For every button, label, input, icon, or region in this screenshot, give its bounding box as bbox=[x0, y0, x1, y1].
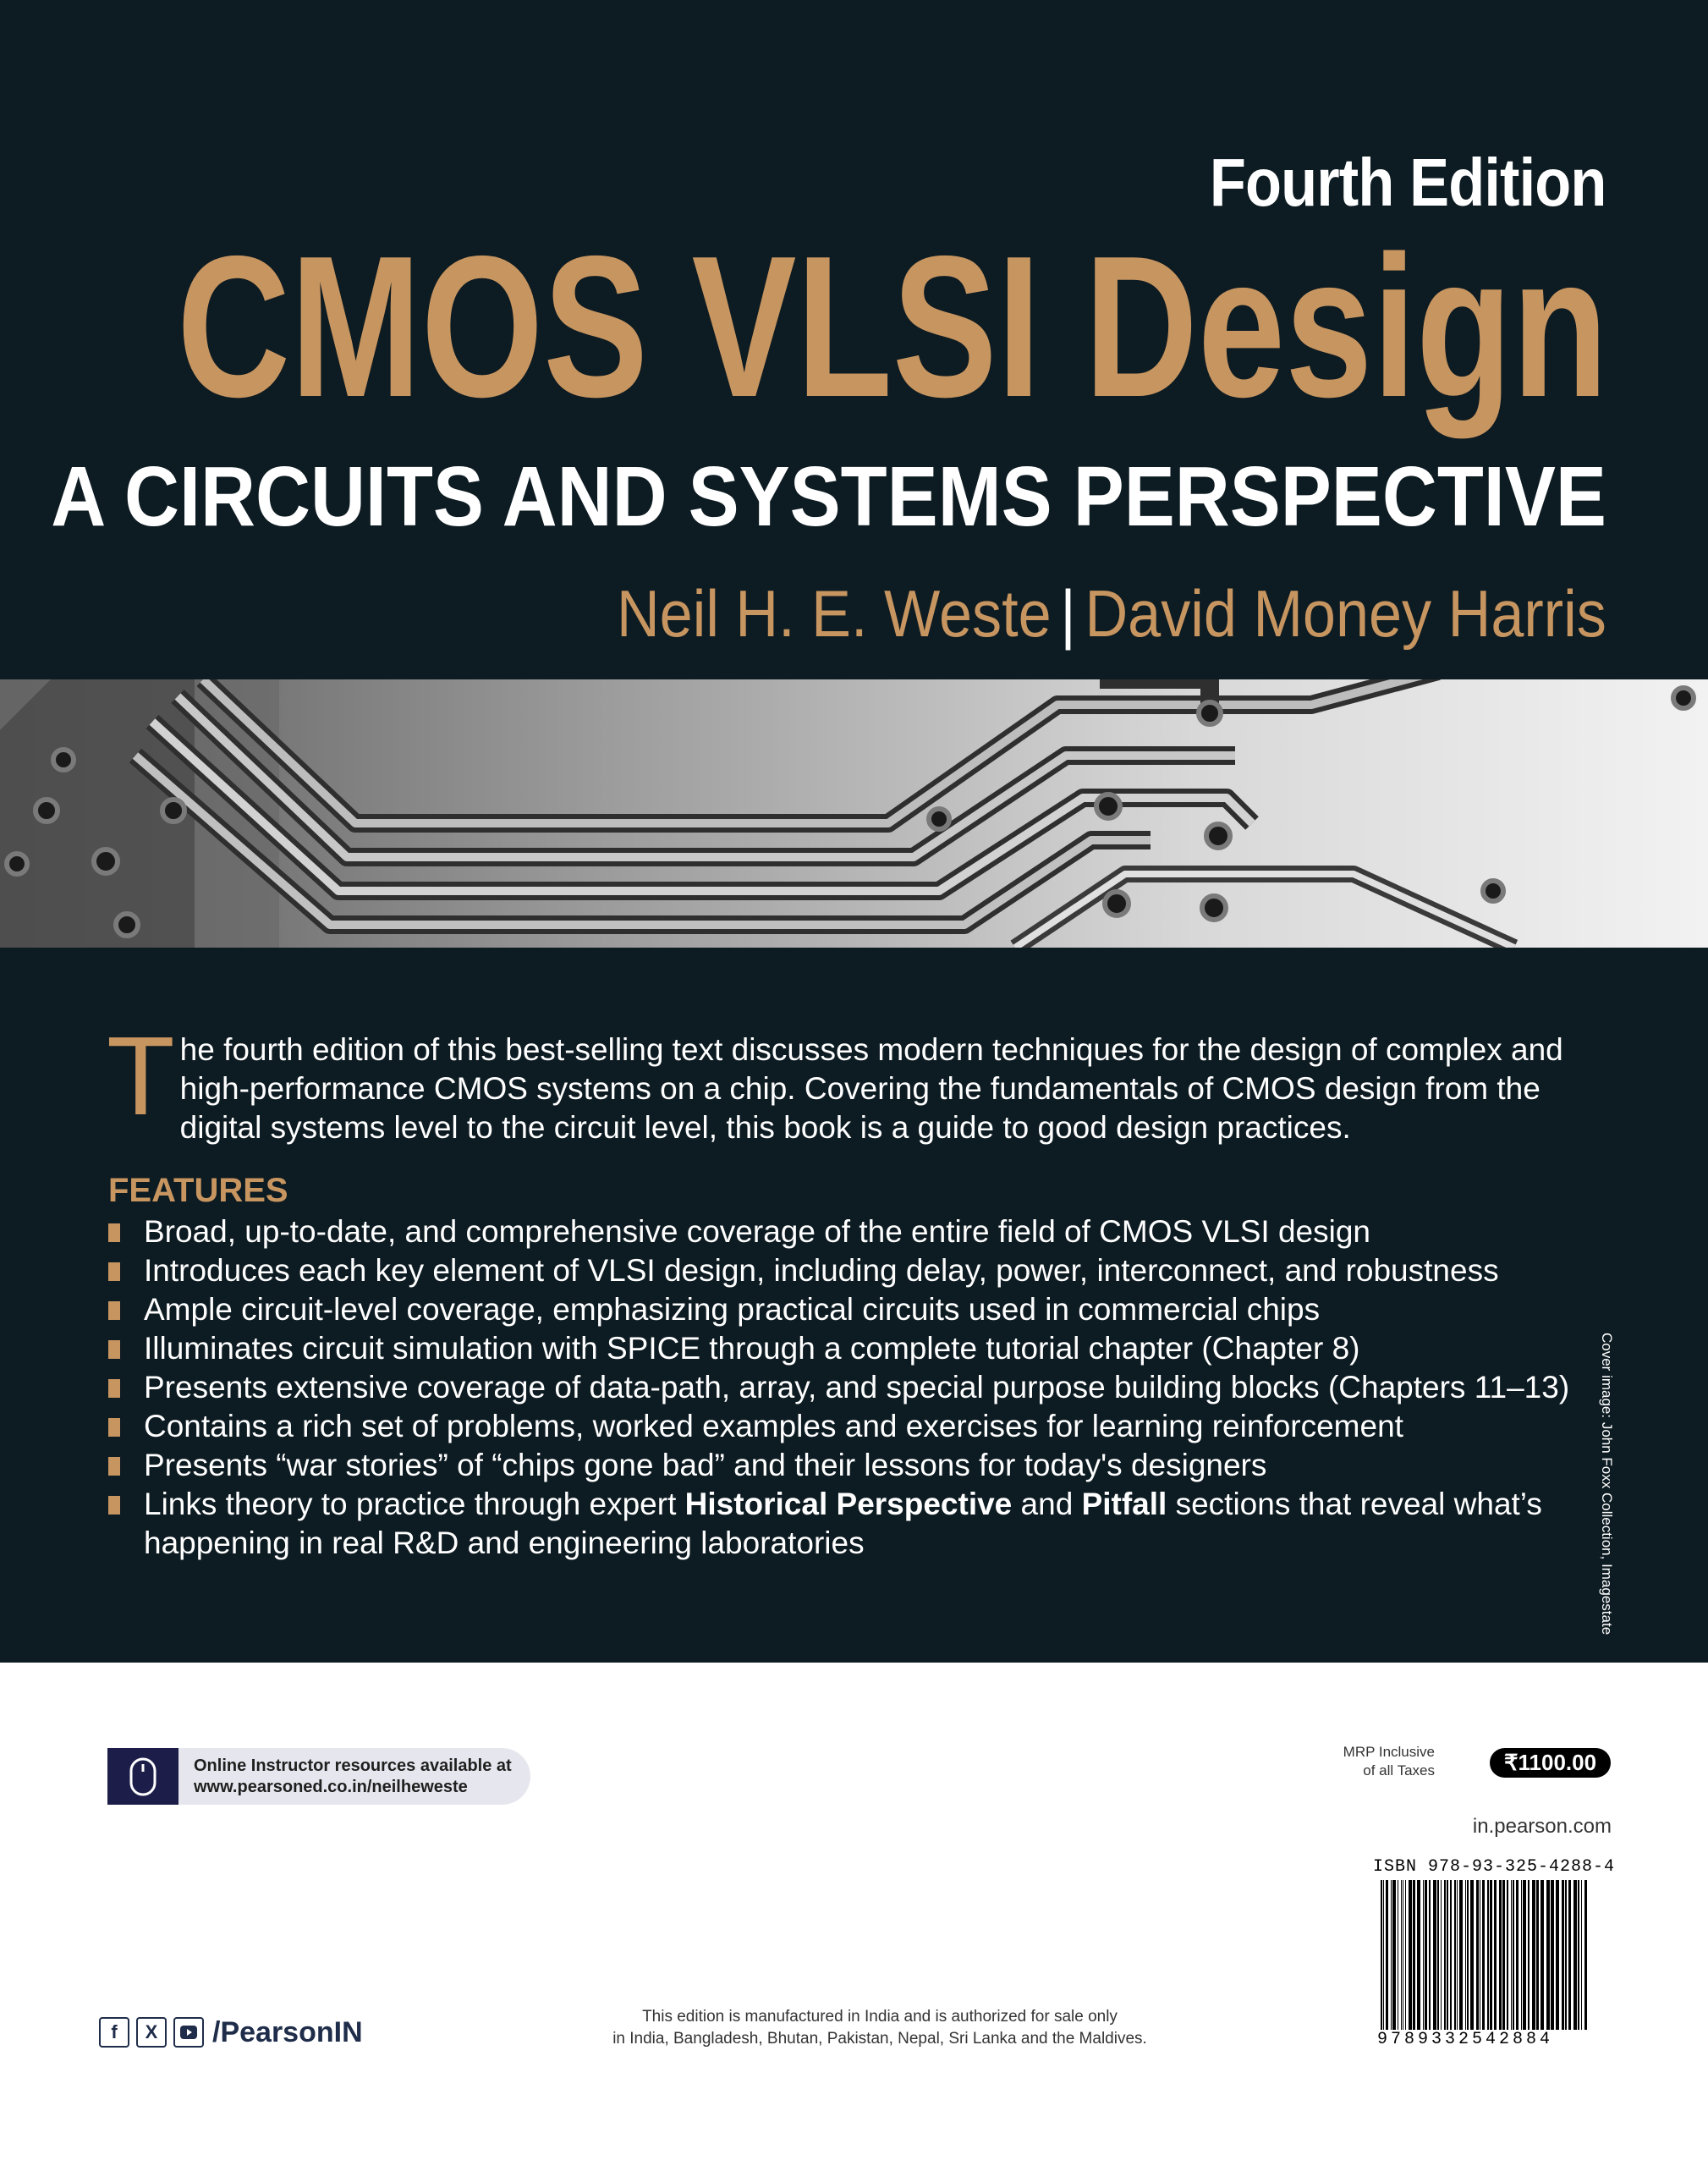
barcode-bar bbox=[1521, 1880, 1522, 2035]
bullet-icon bbox=[108, 1223, 120, 1242]
facebook-icon[interactable]: f bbox=[99, 2017, 129, 2048]
bullet-icon bbox=[108, 1262, 120, 1281]
barcode-bar bbox=[1391, 1880, 1392, 2035]
circuit-board-image bbox=[0, 679, 1708, 948]
drop-cap: T bbox=[107, 1014, 175, 1138]
features-heading: FEATURES bbox=[108, 1172, 288, 1209]
barcode-bar bbox=[1429, 1880, 1431, 2035]
barcode-bar bbox=[1581, 1880, 1582, 2035]
bullet-icon bbox=[108, 1418, 120, 1437]
feature-text: Presents “war stories” of “chips gone bad” and their lessons for today's designers bbox=[144, 1448, 1267, 1482]
barcode-bar bbox=[1578, 1880, 1579, 2035]
distribution-notice-line-2: in India, Bangladesh, Bhutan, Pakistan, Nepal, Sri Lanka and the Maldives. bbox=[612, 2030, 1147, 2048]
feature-item bbox=[108, 1329, 1572, 1368]
feature-text: Introduces each key element of VLSI design, including delay, power, interconnect, and robustness bbox=[144, 1253, 1499, 1288]
barcode-bar bbox=[1568, 1880, 1571, 2035]
feature-bold-text: Historical Perspective bbox=[684, 1487, 1013, 1521]
resources-text bbox=[194, 1756, 512, 1798]
barcode-bar bbox=[1565, 1880, 1567, 2035]
barcode-bar bbox=[1573, 1880, 1577, 2035]
barcode-bar bbox=[1523, 1880, 1526, 2035]
features-list bbox=[108, 1212, 1572, 1563]
barcode-bar bbox=[1409, 1880, 1412, 2035]
bullet-icon bbox=[108, 1496, 120, 1515]
distribution-notice bbox=[541, 2006, 1218, 2050]
barcode-bar bbox=[1413, 1880, 1415, 2035]
barcode-bar bbox=[1444, 1880, 1446, 2035]
barcode-bar bbox=[1447, 1880, 1448, 2035]
mrp-label bbox=[1343, 1743, 1435, 1780]
barcode-bar bbox=[1507, 1880, 1508, 2035]
feature-text: Presents extensive coverage of data-path, array, and special purpose building blocks (Chapters 11–13) bbox=[144, 1370, 1570, 1405]
author-weste: Neil H. E. Weste bbox=[617, 576, 1052, 651]
barcode-bar bbox=[1465, 1880, 1466, 2035]
feature-text: sections that reveal what’s happening in real R&D and engineering laboratories bbox=[144, 1487, 1542, 1560]
x-icon[interactable]: X bbox=[136, 2017, 167, 2048]
barcode-bar bbox=[1482, 1880, 1485, 2035]
barcode-bar bbox=[1433, 1880, 1436, 2035]
barcode-bar bbox=[1494, 1880, 1497, 2035]
barcode-bar bbox=[1584, 1880, 1587, 2035]
bullet-icon bbox=[108, 1457, 120, 1476]
barcode-bar bbox=[1454, 1880, 1456, 2035]
barcode-bar bbox=[1437, 1880, 1439, 2035]
barcode-bar bbox=[1467, 1880, 1469, 2035]
feature-bold-text: Pitfall bbox=[1081, 1487, 1167, 1521]
barcode-bar bbox=[1476, 1880, 1479, 2035]
resources-url[interactable]: www.pearsoned.co.in/neilheweste bbox=[194, 1778, 468, 1796]
barcode-bar bbox=[1417, 1880, 1420, 2035]
barcode-bar bbox=[1511, 1880, 1512, 2035]
barcode-bar bbox=[1502, 1880, 1505, 2035]
social-handle[interactable]: /PearsonIN bbox=[212, 2015, 363, 2048]
edition-label: Fourth Edition bbox=[1210, 145, 1606, 220]
feature-item bbox=[108, 1368, 1572, 1407]
intro-paragraph bbox=[107, 1014, 1597, 1147]
barcode-bar bbox=[1441, 1880, 1442, 2035]
price-badge: ₹1100.00 bbox=[1490, 1748, 1611, 1778]
feature-item bbox=[108, 1212, 1572, 1251]
authors bbox=[617, 575, 1606, 652]
resources-line-1: Online Instructor resources available at bbox=[194, 1756, 512, 1775]
mrp-label-line-1: MRP Inclusive bbox=[1343, 1744, 1435, 1760]
barcode-bar bbox=[1487, 1880, 1489, 2035]
barcode-bar bbox=[1425, 1880, 1427, 2035]
isbn-label: ISBN 978-93-325-4288-4 bbox=[1373, 1857, 1616, 1877]
mrp-label-line-2: of all Taxes bbox=[1363, 1762, 1435, 1778]
feature-text: Contains a rich set of problems, worked examples and exercises for learning reinforcement bbox=[144, 1409, 1403, 1443]
feature-item bbox=[108, 1251, 1572, 1290]
bullet-icon bbox=[108, 1340, 120, 1359]
bullet-icon bbox=[108, 1379, 120, 1398]
barcode-bar bbox=[1528, 1880, 1530, 2035]
cover-image-credit: Cover image: John Foxx Collection, Imagestate bbox=[1599, 1333, 1615, 1635]
feature-text: and bbox=[1012, 1487, 1082, 1521]
publisher-website[interactable]: in.pearson.com bbox=[1472, 1815, 1612, 1838]
barcode-bar bbox=[1459, 1880, 1463, 2035]
barcode-bar bbox=[1532, 1880, 1535, 2035]
barcode-bar bbox=[1516, 1880, 1519, 2035]
bullet-icon bbox=[108, 1301, 120, 1320]
barcode-bar bbox=[1381, 1880, 1382, 2035]
feature-item bbox=[108, 1446, 1572, 1485]
barcode-image bbox=[1379, 1880, 1590, 2035]
barcode-bar bbox=[1499, 1880, 1502, 2035]
youtube-icon[interactable] bbox=[173, 2017, 204, 2048]
instructor-resources-banner[interactable] bbox=[107, 1748, 530, 1805]
mouse-icon bbox=[107, 1748, 178, 1805]
barcode-bar bbox=[1383, 1880, 1384, 2035]
barcode-bar bbox=[1536, 1880, 1539, 2035]
author-divider: | bbox=[1060, 576, 1076, 651]
author-harris: David Money Harris bbox=[1085, 576, 1606, 651]
barcode-digits: 9789332542884 bbox=[1376, 2030, 1599, 2049]
barcode-bar bbox=[1490, 1880, 1492, 2035]
feature-text: Links theory to practice through expert bbox=[144, 1487, 685, 1521]
feature-text: Broad, up-to-date, and comprehensive coverage of the entire field of CMOS VLSI design bbox=[144, 1214, 1370, 1249]
barcode-bar bbox=[1392, 1880, 1396, 2035]
barcode-bar bbox=[1423, 1880, 1424, 2035]
barcode-bar bbox=[1470, 1880, 1474, 2035]
barcode-bar bbox=[1540, 1880, 1544, 2035]
feature-text: Ample circuit-level coverage, emphasizing practical circuits used in commercial chips bbox=[144, 1292, 1321, 1327]
feature-item bbox=[108, 1290, 1572, 1329]
barcode-bar bbox=[1401, 1880, 1402, 2035]
barcode-bar bbox=[1386, 1880, 1388, 2035]
feature-item bbox=[108, 1407, 1572, 1446]
barcode-bar bbox=[1551, 1880, 1554, 2035]
feature-text: Illuminates circuit simulation with SPICE through a complete tutorial chapter (Chapter 8) bbox=[144, 1331, 1360, 1366]
intro-text: he fourth edition of this best-selling text discusses modern techniques for the design of complex and high-performance CMOS systems on a chip. Covering the fundamentals of CMOS design from the digital systems level to the circuit level, this book is a guide to good design practices. bbox=[179, 1032, 1563, 1145]
book-subtitle: A CIRCUITS AND SYSTEMS PERSPECTIVE bbox=[51, 449, 1606, 544]
barcode-bar bbox=[1556, 1880, 1559, 2035]
barcode-bar bbox=[1405, 1880, 1406, 2035]
barcode-bar bbox=[1513, 1880, 1514, 2035]
barcode-bar bbox=[1457, 1880, 1458, 2035]
barcode-bar bbox=[1450, 1880, 1452, 2035]
social-links bbox=[99, 2015, 363, 2049]
barcode-bar bbox=[1562, 1880, 1564, 2035]
book-title: CMOS VLSI Design bbox=[177, 215, 1608, 439]
barcode-bar bbox=[1546, 1880, 1550, 2035]
distribution-notice-line-1: This edition is manufactured in India and is authorized for sale only bbox=[642, 2008, 1118, 2026]
feature-item bbox=[108, 1485, 1572, 1563]
